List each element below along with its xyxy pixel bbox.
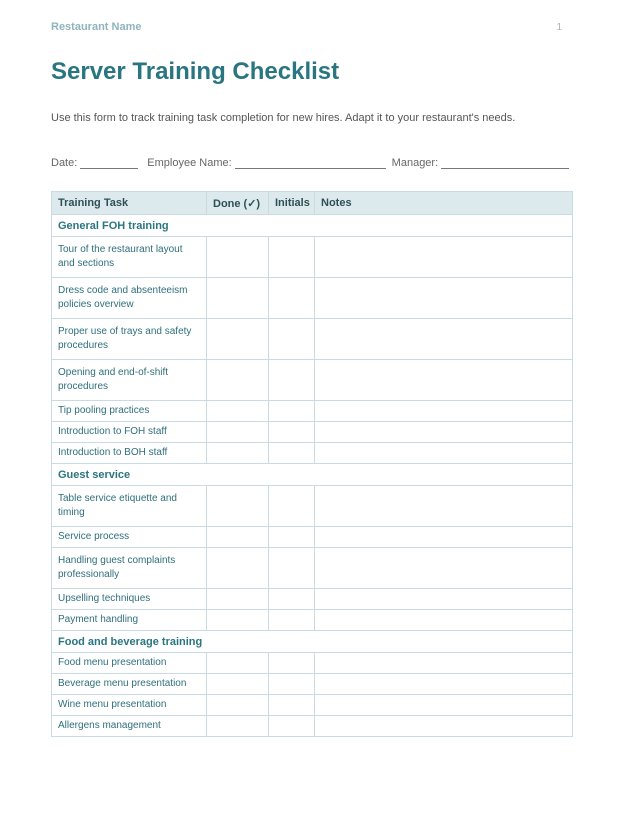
- initials-cell[interactable]: [269, 610, 315, 631]
- section-title: General FOH training: [52, 215, 573, 237]
- table-row: [52, 695, 573, 716]
- column-header: Done (✓): [207, 192, 269, 215]
- initials-cell[interactable]: [269, 422, 315, 443]
- done-cell[interactable]: [207, 486, 269, 527]
- section-row: [52, 215, 573, 237]
- column-header: Training Task: [52, 192, 207, 215]
- column-header: Notes: [315, 192, 573, 215]
- table-row: [52, 716, 573, 737]
- table-row: [52, 610, 573, 631]
- task-name: Allergens management: [52, 716, 207, 737]
- notes-cell[interactable]: [315, 548, 573, 589]
- task-name: Tour of the restaurant layout and sections: [52, 237, 207, 278]
- initials-cell[interactable]: [269, 548, 315, 589]
- initials-cell[interactable]: [269, 653, 315, 674]
- notes-cell[interactable]: [315, 653, 573, 674]
- task-name: Payment handling: [52, 610, 207, 631]
- initials-cell[interactable]: [269, 360, 315, 401]
- section-row: [52, 631, 573, 653]
- task-name: Opening and end-of-shift procedures: [52, 360, 207, 401]
- initials-cell[interactable]: [269, 237, 315, 278]
- task-name: Dress code and absenteeism policies overview: [52, 278, 207, 319]
- column-header: Initials: [269, 192, 315, 215]
- task-name: Service process: [52, 527, 207, 548]
- done-cell[interactable]: [207, 653, 269, 674]
- notes-cell[interactable]: [315, 443, 573, 464]
- table-row: [52, 527, 573, 548]
- initials-cell[interactable]: [269, 443, 315, 464]
- initials-cell[interactable]: [269, 319, 315, 360]
- task-name: Tip pooling practices: [52, 401, 207, 422]
- notes-cell[interactable]: [315, 319, 573, 360]
- date-field[interactable]: [80, 157, 138, 169]
- initials-cell[interactable]: [269, 716, 315, 737]
- done-cell[interactable]: [207, 360, 269, 401]
- done-cell[interactable]: [207, 589, 269, 610]
- done-cell[interactable]: [207, 319, 269, 360]
- table-row: [52, 401, 573, 422]
- initials-cell[interactable]: [269, 695, 315, 716]
- section-title: Food and beverage training: [52, 631, 573, 653]
- done-cell[interactable]: [207, 422, 269, 443]
- initials-cell[interactable]: [269, 674, 315, 695]
- table-row: [52, 653, 573, 674]
- table-header-row: [52, 192, 573, 215]
- task-name: Food menu presentation: [52, 653, 207, 674]
- employee-name-field[interactable]: [235, 157, 386, 169]
- task-name: Beverage menu presentation: [52, 674, 207, 695]
- restaurant-name: Restaurant Name: [51, 21, 142, 33]
- initials-cell[interactable]: [269, 589, 315, 610]
- initials-cell[interactable]: [269, 278, 315, 319]
- task-name: Proper use of trays and safety procedures: [52, 319, 207, 360]
- done-cell[interactable]: [207, 674, 269, 695]
- table-row: [52, 548, 573, 589]
- page-number: 1: [556, 22, 562, 33]
- done-cell[interactable]: [207, 716, 269, 737]
- table-row: [52, 422, 573, 443]
- task-name: Introduction to BOH staff: [52, 443, 207, 464]
- table-row: [52, 319, 573, 360]
- notes-cell[interactable]: [315, 401, 573, 422]
- table-row: [52, 486, 573, 527]
- notes-cell[interactable]: [315, 610, 573, 631]
- notes-cell[interactable]: [315, 360, 573, 401]
- done-cell[interactable]: [207, 695, 269, 716]
- manager-field[interactable]: [441, 157, 569, 169]
- done-cell[interactable]: [207, 443, 269, 464]
- done-cell[interactable]: [207, 401, 269, 422]
- section-row: [52, 464, 573, 486]
- notes-cell[interactable]: [315, 674, 573, 695]
- training-table: [51, 191, 573, 737]
- table-row: [52, 589, 573, 610]
- date-label: Date:: [51, 157, 78, 169]
- notes-cell[interactable]: [315, 486, 573, 527]
- notes-cell[interactable]: [315, 422, 573, 443]
- notes-cell[interactable]: [315, 278, 573, 319]
- done-cell[interactable]: [207, 548, 269, 589]
- table-row: [52, 278, 573, 319]
- table-row: [52, 237, 573, 278]
- manager-label: Manager:: [391, 157, 439, 169]
- done-cell[interactable]: [207, 278, 269, 319]
- notes-cell[interactable]: [315, 716, 573, 737]
- task-name: Wine menu presentation: [52, 695, 207, 716]
- table-row: [52, 360, 573, 401]
- notes-cell[interactable]: [315, 527, 573, 548]
- intro-text: Use this form to track training task completion for new hires. Adapt it to your restaurant's needs.: [51, 112, 516, 124]
- employee-name-label: Employee Name:: [147, 157, 232, 169]
- task-name: Handling guest complaints professionally: [52, 548, 207, 589]
- notes-cell[interactable]: [315, 237, 573, 278]
- form-fields: [51, 157, 569, 169]
- done-cell[interactable]: [207, 237, 269, 278]
- done-cell[interactable]: [207, 610, 269, 631]
- notes-cell[interactable]: [315, 695, 573, 716]
- page-title: Server Training Checklist: [51, 58, 340, 85]
- initials-cell[interactable]: [269, 527, 315, 548]
- table-row: [52, 443, 573, 464]
- initials-cell[interactable]: [269, 401, 315, 422]
- done-cell[interactable]: [207, 527, 269, 548]
- section-title: Guest service: [52, 464, 573, 486]
- task-name: Upselling techniques: [52, 589, 207, 610]
- task-name: Introduction to FOH staff: [52, 422, 207, 443]
- task-name: Table service etiquette and timing: [52, 486, 207, 527]
- initials-cell[interactable]: [269, 486, 315, 527]
- notes-cell[interactable]: [315, 589, 573, 610]
- table-row: [52, 674, 573, 695]
